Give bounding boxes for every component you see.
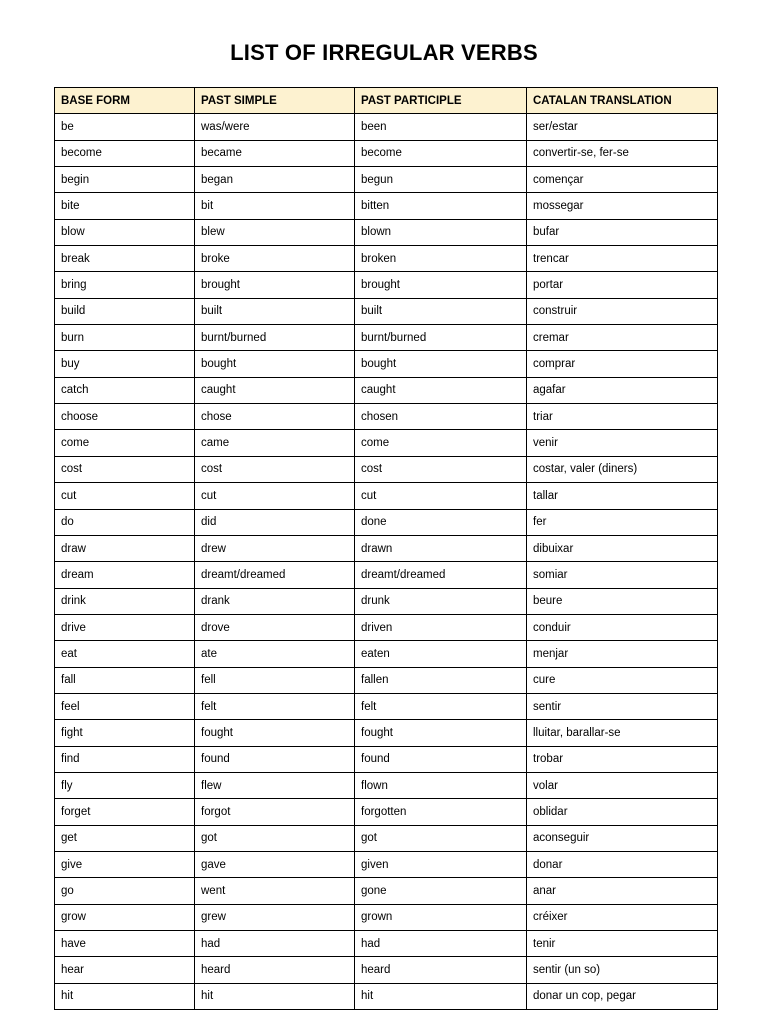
cell-past-simple: caught xyxy=(195,377,355,403)
cell-past-participle: cut xyxy=(355,483,527,509)
table-row xyxy=(55,799,718,825)
table-row xyxy=(55,614,718,640)
table-row xyxy=(55,931,718,957)
cell-base-form: go xyxy=(55,878,195,904)
cell-past-simple: fell xyxy=(195,667,355,693)
table-row xyxy=(55,298,718,324)
table-header xyxy=(55,88,718,114)
cell-past-simple: fought xyxy=(195,720,355,746)
cell-past-simple: did xyxy=(195,509,355,535)
cell-base-form: draw xyxy=(55,535,195,561)
cell-past-simple: found xyxy=(195,746,355,772)
cell-past-simple: heard xyxy=(195,957,355,983)
cell-base-form: blow xyxy=(55,219,195,245)
cell-catalan-translation: ser/estar xyxy=(527,114,718,140)
cell-past-participle: flown xyxy=(355,772,527,798)
cell-catalan-translation: fer xyxy=(527,509,718,535)
cell-base-form: fight xyxy=(55,720,195,746)
cell-base-form: break xyxy=(55,246,195,272)
table-row xyxy=(55,325,718,351)
cell-catalan-translation: tallar xyxy=(527,483,718,509)
cell-base-form: begin xyxy=(55,167,195,193)
table-row xyxy=(55,957,718,983)
table-body xyxy=(55,114,718,1010)
cell-past-participle: got xyxy=(355,825,527,851)
cell-catalan-translation: costar, valer (diners) xyxy=(527,456,718,482)
cell-catalan-translation: dibuixar xyxy=(527,535,718,561)
cell-past-simple: chose xyxy=(195,404,355,430)
cell-past-simple: got xyxy=(195,825,355,851)
table-row xyxy=(55,667,718,693)
cell-past-participle: bitten xyxy=(355,193,527,219)
cell-past-participle: cost xyxy=(355,456,527,482)
cell-base-form: build xyxy=(55,298,195,324)
cell-past-participle: built xyxy=(355,298,527,324)
cell-catalan-translation: mossegar xyxy=(527,193,718,219)
cell-past-participle: felt xyxy=(355,693,527,719)
cell-catalan-translation: sentir xyxy=(527,693,718,719)
table-row xyxy=(55,219,718,245)
table-row xyxy=(55,693,718,719)
cell-base-form: bring xyxy=(55,272,195,298)
cell-past-participle: burnt/burned xyxy=(355,325,527,351)
cell-catalan-translation: oblidar xyxy=(527,799,718,825)
cell-catalan-translation: bufar xyxy=(527,219,718,245)
cell-base-form: drive xyxy=(55,614,195,640)
table-row xyxy=(55,140,718,166)
table-row xyxy=(55,772,718,798)
cell-base-form: come xyxy=(55,430,195,456)
table-row xyxy=(55,377,718,403)
cell-catalan-translation: portar xyxy=(527,272,718,298)
cell-catalan-translation: beure xyxy=(527,588,718,614)
cell-base-form: choose xyxy=(55,404,195,430)
cell-past-participle: chosen xyxy=(355,404,527,430)
table-header-row xyxy=(55,88,718,114)
cell-base-form: give xyxy=(55,851,195,877)
cell-catalan-translation: donar xyxy=(527,851,718,877)
cell-base-form: have xyxy=(55,931,195,957)
cell-base-form: become xyxy=(55,140,195,166)
table-row xyxy=(55,878,718,904)
cell-past-participle: bought xyxy=(355,351,527,377)
cell-base-form: burn xyxy=(55,325,195,351)
cell-past-simple: flew xyxy=(195,772,355,798)
cell-past-simple: drove xyxy=(195,614,355,640)
cell-past-simple: felt xyxy=(195,693,355,719)
table-row xyxy=(55,746,718,772)
cell-catalan-translation: triar xyxy=(527,404,718,430)
cell-catalan-translation: tenir xyxy=(527,931,718,957)
cell-past-simple: blew xyxy=(195,219,355,245)
cell-base-form: grow xyxy=(55,904,195,930)
cell-catalan-translation: cure xyxy=(527,667,718,693)
table-row xyxy=(55,983,718,1009)
table-row xyxy=(55,904,718,930)
cell-past-simple: built xyxy=(195,298,355,324)
cell-catalan-translation: cremar xyxy=(527,325,718,351)
table-row xyxy=(55,562,718,588)
cell-past-simple: drew xyxy=(195,535,355,561)
cell-past-participle: fallen xyxy=(355,667,527,693)
cell-past-participle: blown xyxy=(355,219,527,245)
cell-base-form: hit xyxy=(55,983,195,1009)
table-row xyxy=(55,851,718,877)
cell-base-form: cost xyxy=(55,456,195,482)
cell-catalan-translation: sentir (un so) xyxy=(527,957,718,983)
cell-past-simple: dreamt/dreamed xyxy=(195,562,355,588)
cell-catalan-translation: somiar xyxy=(527,562,718,588)
cell-catalan-translation: comprar xyxy=(527,351,718,377)
cell-past-participle: drawn xyxy=(355,535,527,561)
cell-past-simple: had xyxy=(195,931,355,957)
cell-base-form: hear xyxy=(55,957,195,983)
page-title: LIST OF IRREGULAR VERBS xyxy=(230,40,538,65)
table-row xyxy=(55,193,718,219)
table-row xyxy=(55,167,718,193)
cell-past-simple: hit xyxy=(195,983,355,1009)
cell-catalan-translation: construir xyxy=(527,298,718,324)
cell-past-participle: hit xyxy=(355,983,527,1009)
table-row xyxy=(55,430,718,456)
irregular-verbs-table xyxy=(54,87,718,1010)
cell-base-form: bite xyxy=(55,193,195,219)
table-row xyxy=(55,825,718,851)
cell-base-form: find xyxy=(55,746,195,772)
cell-catalan-translation: volar xyxy=(527,772,718,798)
cell-past-simple: gave xyxy=(195,851,355,877)
cell-past-simple: forgot xyxy=(195,799,355,825)
cell-past-participle: found xyxy=(355,746,527,772)
table-row xyxy=(55,114,718,140)
cell-past-simple: began xyxy=(195,167,355,193)
cell-catalan-translation: lluitar, barallar-se xyxy=(527,720,718,746)
table-row xyxy=(55,404,718,430)
header-base-form: BASE FORM xyxy=(55,88,195,114)
cell-base-form: fall xyxy=(55,667,195,693)
cell-catalan-translation: trobar xyxy=(527,746,718,772)
cell-catalan-translation: créixer xyxy=(527,904,718,930)
header-past-participle: PAST PARTICIPLE xyxy=(355,88,527,114)
cell-past-participle: gone xyxy=(355,878,527,904)
table-row xyxy=(55,351,718,377)
cell-catalan-translation: menjar xyxy=(527,641,718,667)
cell-base-form: feel xyxy=(55,693,195,719)
cell-past-simple: burnt/burned xyxy=(195,325,355,351)
cell-past-participle: drunk xyxy=(355,588,527,614)
cell-catalan-translation: aconseguir xyxy=(527,825,718,851)
cell-past-simple: ate xyxy=(195,641,355,667)
cell-base-form: forget xyxy=(55,799,195,825)
cell-past-participle: fought xyxy=(355,720,527,746)
cell-catalan-translation: venir xyxy=(527,430,718,456)
cell-past-simple: drank xyxy=(195,588,355,614)
cell-past-simple: was/were xyxy=(195,114,355,140)
table-row xyxy=(55,483,718,509)
table-row xyxy=(55,720,718,746)
table-row xyxy=(55,535,718,561)
cell-past-participle: become xyxy=(355,140,527,166)
cell-past-participle: dreamt/dreamed xyxy=(355,562,527,588)
cell-past-participle: had xyxy=(355,931,527,957)
table-row xyxy=(55,246,718,272)
table-row xyxy=(55,509,718,535)
cell-past-participle: been xyxy=(355,114,527,140)
cell-past-participle: forgotten xyxy=(355,799,527,825)
cell-base-form: be xyxy=(55,114,195,140)
cell-base-form: buy xyxy=(55,351,195,377)
cell-base-form: do xyxy=(55,509,195,535)
cell-past-simple: broke xyxy=(195,246,355,272)
table-row xyxy=(55,641,718,667)
table-row xyxy=(55,456,718,482)
cell-catalan-translation: començar xyxy=(527,167,718,193)
cell-catalan-translation: convertir-se, fer-se xyxy=(527,140,718,166)
cell-past-participle: begun xyxy=(355,167,527,193)
cell-past-participle: brought xyxy=(355,272,527,298)
cell-past-simple: bit xyxy=(195,193,355,219)
cell-base-form: dream xyxy=(55,562,195,588)
cell-past-participle: driven xyxy=(355,614,527,640)
header-past-simple: PAST SIMPLE xyxy=(195,88,355,114)
cell-past-participle: eaten xyxy=(355,641,527,667)
cell-past-participle: given xyxy=(355,851,527,877)
cell-past-simple: came xyxy=(195,430,355,456)
cell-past-participle: done xyxy=(355,509,527,535)
cell-past-participle: broken xyxy=(355,246,527,272)
cell-catalan-translation: anar xyxy=(527,878,718,904)
cell-catalan-translation: trencar xyxy=(527,246,718,272)
cell-base-form: get xyxy=(55,825,195,851)
cell-past-participle: heard xyxy=(355,957,527,983)
cell-past-participle: caught xyxy=(355,377,527,403)
cell-catalan-translation: agafar xyxy=(527,377,718,403)
cell-catalan-translation: donar un cop, pegar xyxy=(527,983,718,1009)
cell-base-form: catch xyxy=(55,377,195,403)
table-row xyxy=(55,588,718,614)
cell-past-participle: come xyxy=(355,430,527,456)
cell-past-simple: cost xyxy=(195,456,355,482)
table-row xyxy=(55,272,718,298)
cell-past-simple: bought xyxy=(195,351,355,377)
cell-base-form: drink xyxy=(55,588,195,614)
header-catalan-translation: CATALAN TRANSLATION xyxy=(527,88,718,114)
cell-base-form: cut xyxy=(55,483,195,509)
cell-catalan-translation: conduir xyxy=(527,614,718,640)
cell-past-simple: brought xyxy=(195,272,355,298)
cell-past-simple: became xyxy=(195,140,355,166)
cell-past-participle: grown xyxy=(355,904,527,930)
cell-base-form: eat xyxy=(55,641,195,667)
cell-past-simple: grew xyxy=(195,904,355,930)
cell-past-simple: went xyxy=(195,878,355,904)
cell-past-simple: cut xyxy=(195,483,355,509)
cell-base-form: fly xyxy=(55,772,195,798)
